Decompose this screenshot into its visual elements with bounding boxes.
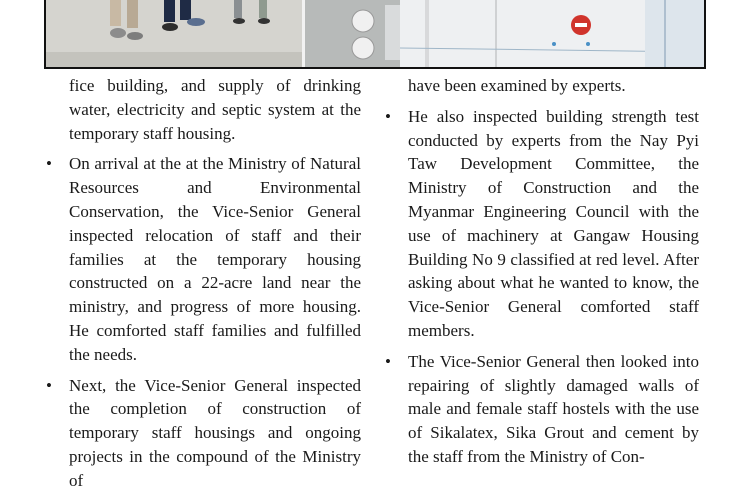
article-column-left (69, 74, 361, 493)
continued-paragraph: have been examined by experts. (408, 76, 626, 95)
news-photo (44, 0, 706, 69)
list-item: • Next, the Vice-Senior General inspected the completion of construction of temporary staff housings and ongoing projects in the compound of the Ministry of (69, 374, 361, 493)
no-entry-sign-icon (571, 15, 591, 35)
list-item: • On arrival at the at the Ministry of Natural Resources and Environmental Conservation, the Vice-Senior General inspected relocation of staff and their families at the temporary housing constructed on a 22-acre land near the ministry, and progress of more housing. He comforted staff families and fulfilled the needs. (69, 152, 361, 366)
list-item: • The Vice-Senior General then looked into repairing of slightly damaged walls of male and female staff hostels with the use of Sikalatex, Sika Grout and cement by the staff from the Ministry of Con- (408, 350, 699, 469)
photo-building-wall (305, 0, 706, 67)
article-column-right (408, 74, 699, 469)
photo-officials-standing (46, 0, 302, 67)
list-item: • He also inspected building strength test conducted by experts from the Nay Pyi Taw Development Committee, the Ministry of Construction and the Myanmar Engineering Council with the use of machinery at Gangaw Housing Building No 9 classified at red level. After asking about what he wanted to know, the Vice-Senior General comforted staff members. (408, 105, 699, 343)
continued-paragraph: fice building, and supply of drinking water, electricity and septic system at the temporary staff housing. (69, 76, 361, 143)
bullet-list (408, 105, 699, 469)
bullet-list (69, 152, 361, 492)
